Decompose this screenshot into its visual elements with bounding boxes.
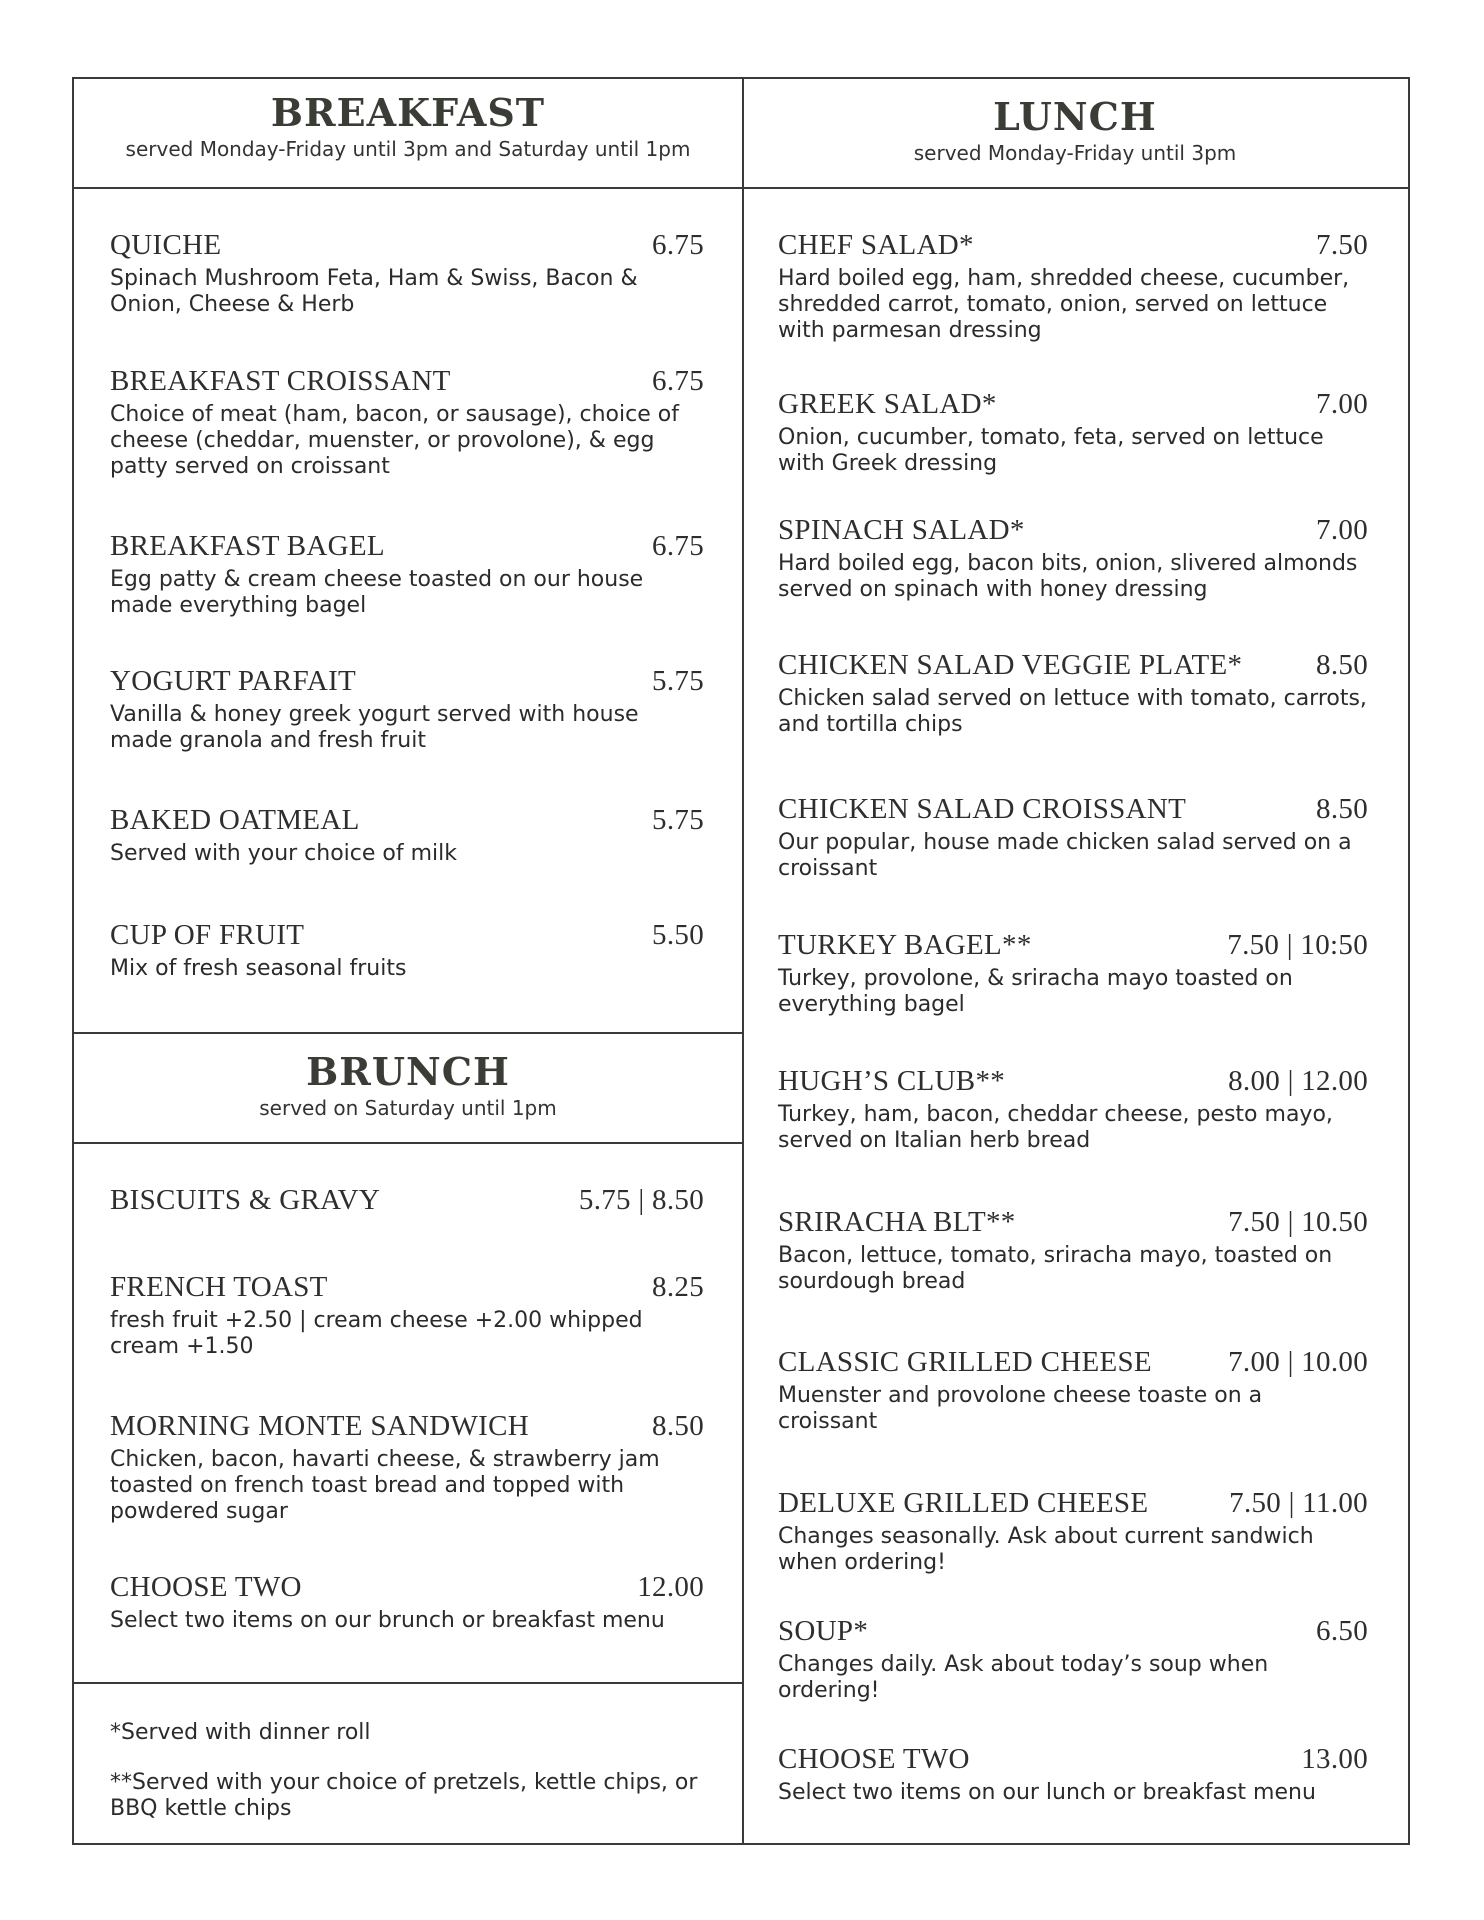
- item-description: fresh fruit +2.50 | cream cheese +2.00 whipped cream +1.50: [110, 1308, 643, 1359]
- item-description: Chicken, bacon, havarti cheese, & strawberry jam toasted on french toast bread and topped with powdered sugar: [110, 1447, 660, 1524]
- item-description: Our popular, house made chicken salad served on a croissant: [778, 830, 1352, 881]
- item-name: BREAKFAST CROISSANT: [110, 365, 451, 397]
- item-name: CLASSIC GRILLED CHEESE: [778, 1346, 1152, 1378]
- item-description: Hard boiled egg, bacon bits, onion, slivered almonds served on spinach with honey dressing: [778, 551, 1358, 602]
- item-name: CHICKEN SALAD VEGGIE PLATE*: [778, 649, 1243, 681]
- item-name: SOUP*: [778, 1615, 869, 1647]
- item-description: Chicken salad served on lettuce with tomato, carrots, and tortilla chips: [778, 686, 1367, 737]
- item-name: BREAKFAST BAGEL: [110, 530, 385, 562]
- menu-item: [778, 1743, 1368, 1806]
- item-price: 7.00 | 10.00: [1228, 1346, 1368, 1378]
- menu-item: [778, 514, 1368, 603]
- item-price: 7.50 | 10.50: [1228, 1206, 1368, 1238]
- menu-item: [778, 388, 1368, 477]
- item-name: QUICHE: [110, 229, 222, 261]
- item-price: 7.50 | 10:50: [1227, 929, 1368, 961]
- item-price: 7.50 | 11.00: [1229, 1487, 1368, 1519]
- item-name: TURKEY BAGEL**: [778, 929, 1032, 961]
- menu-item: [110, 919, 704, 982]
- item-description: Spinach Mushroom Feta, Ham & Swiss, Bacon & Onion, Cheese & Herb: [110, 266, 638, 317]
- item-name: CHOOSE TWO: [778, 1743, 970, 1775]
- menu-item: [778, 1065, 1368, 1154]
- item-description: Changes daily. Ask about today’s soup when ordering!: [778, 1652, 1269, 1703]
- menu-item: [778, 929, 1368, 1018]
- item-price: 7.50: [1316, 229, 1368, 261]
- menu-item: [110, 365, 704, 480]
- right-column: [742, 79, 1408, 1843]
- item-name: SRIRACHA BLT**: [778, 1206, 1016, 1238]
- item-name: CUP OF FRUIT: [110, 919, 305, 951]
- menu-item: [110, 1571, 704, 1634]
- item-description: Mix of fresh seasonal fruits: [110, 956, 407, 981]
- item-name: YOGURT PARFAIT: [110, 665, 357, 697]
- item-name: SPINACH SALAD*: [778, 514, 1025, 546]
- item-description: Select two items on our lunch or breakfast menu: [778, 1780, 1316, 1805]
- item-price: 5.75 | 8.50: [578, 1184, 704, 1216]
- menu-item: [110, 804, 704, 867]
- item-description: Select two items on our brunch or breakfast menu: [110, 1608, 665, 1633]
- item-name: MORNING MONTE SANDWICH: [110, 1410, 530, 1442]
- item-description: Onion, cucumber, tomato, feta, served on lettuce with Greek dressing: [778, 425, 1324, 476]
- item-name: CHEF SALAD*: [778, 229, 974, 261]
- footnote-chips: **Served with your choice of pretzels, kettle chips, or BBQ kettle chips: [110, 1770, 698, 1821]
- item-name: DELUXE GRILLED CHEESE: [778, 1487, 1149, 1519]
- brunch-subtitle: served on Saturday until 1pm: [259, 1096, 557, 1120]
- item-price: 5.50: [652, 919, 704, 951]
- menu-item: [110, 1271, 704, 1360]
- item-price: 7.00: [1316, 388, 1368, 420]
- item-price: 6.75: [652, 530, 704, 562]
- item-description: Hard boiled egg, ham, shredded cheese, cucumber, shredded carrot, tomato, onion, served on lettuce with parmesan dressing: [778, 266, 1350, 343]
- item-name: CHOOSE TWO: [110, 1571, 302, 1603]
- item-price: 12.00: [637, 1571, 704, 1603]
- footnote-dinner-roll: *Served with dinner roll: [110, 1720, 371, 1745]
- menu-item: [778, 1615, 1368, 1704]
- menu-item: [778, 1487, 1368, 1576]
- item-price: 6.75: [652, 229, 704, 261]
- brunch-title: BRUNCH: [306, 1049, 510, 1094]
- menu-item: [110, 1410, 704, 1525]
- menu-item: [778, 649, 1368, 738]
- item-name: GREEK SALAD*: [778, 388, 997, 420]
- item-price: 5.75: [652, 804, 704, 836]
- item-description: Muenster and provolone cheese toaste on a croissant: [778, 1383, 1263, 1434]
- item-price: 8.50: [652, 1410, 704, 1442]
- item-description: Bacon, lettuce, tomato, sriracha mayo, toasted on sourdough bread: [778, 1243, 1333, 1294]
- item-price: 8.25: [652, 1271, 704, 1303]
- menu-item: [778, 1346, 1368, 1435]
- menu-item: [110, 229, 704, 318]
- item-price: 7.00: [1316, 514, 1368, 546]
- item-price: 8.00 | 12.00: [1228, 1065, 1368, 1097]
- item-name: FRENCH TOAST: [110, 1271, 328, 1303]
- menu-item: [110, 665, 704, 754]
- breakfast-subtitle: served Monday-Friday until 3pm and Saturday until 1pm: [125, 137, 691, 161]
- item-price: 6.50: [1316, 1615, 1368, 1647]
- item-description: Changes seasonally. Ask about current sandwich when ordering!: [778, 1524, 1314, 1575]
- lunch-subtitle: served Monday-Friday until 3pm: [913, 141, 1237, 165]
- item-price: 8.50: [1316, 793, 1368, 825]
- item-description: Choice of meat (ham, bacon, or sausage), choice of cheese (cheddar, muenster, or provolone), & egg patty served on croissant: [110, 402, 679, 479]
- menu-item: [778, 793, 1368, 882]
- item-description: Egg patty & cream cheese toasted on our house made everything bagel: [110, 567, 644, 618]
- item-description: Turkey, provolone, & sriracha mayo toasted on everything bagel: [778, 966, 1293, 1017]
- item-price: 8.50: [1316, 649, 1368, 681]
- lunch-header: [742, 79, 1408, 189]
- item-name: BISCUITS & GRAVY: [110, 1184, 381, 1216]
- menu-item: [110, 530, 704, 619]
- breakfast-title: BREAKFAST: [270, 90, 546, 135]
- lunch-title: LUNCH: [993, 94, 1157, 139]
- menu-item: [778, 1206, 1368, 1295]
- brunch-header: [74, 1032, 742, 1144]
- footnotes: [74, 1682, 742, 1843]
- item-name: CHICKEN SALAD CROISSANT: [778, 793, 1187, 825]
- item-description: Vanilla & honey greek yogurt served with house made granola and fresh fruit: [110, 702, 639, 753]
- menu-item: [778, 229, 1368, 344]
- item-name: HUGH’S CLUB**: [778, 1065, 1006, 1097]
- item-price: 13.00: [1301, 1743, 1368, 1775]
- item-description: Served with your choice of milk: [110, 841, 458, 866]
- item-name: BAKED OATMEAL: [110, 804, 360, 836]
- menu-frame: [72, 77, 1410, 1845]
- menu-item: [110, 1184, 704, 1217]
- left-column: [74, 79, 744, 1843]
- breakfast-header: [74, 79, 742, 189]
- item-price: 5.75: [652, 665, 704, 697]
- item-description: Turkey, ham, bacon, cheddar cheese, pesto mayo, served on Italian herb bread: [778, 1102, 1333, 1153]
- item-price: 6.75: [652, 365, 704, 397]
